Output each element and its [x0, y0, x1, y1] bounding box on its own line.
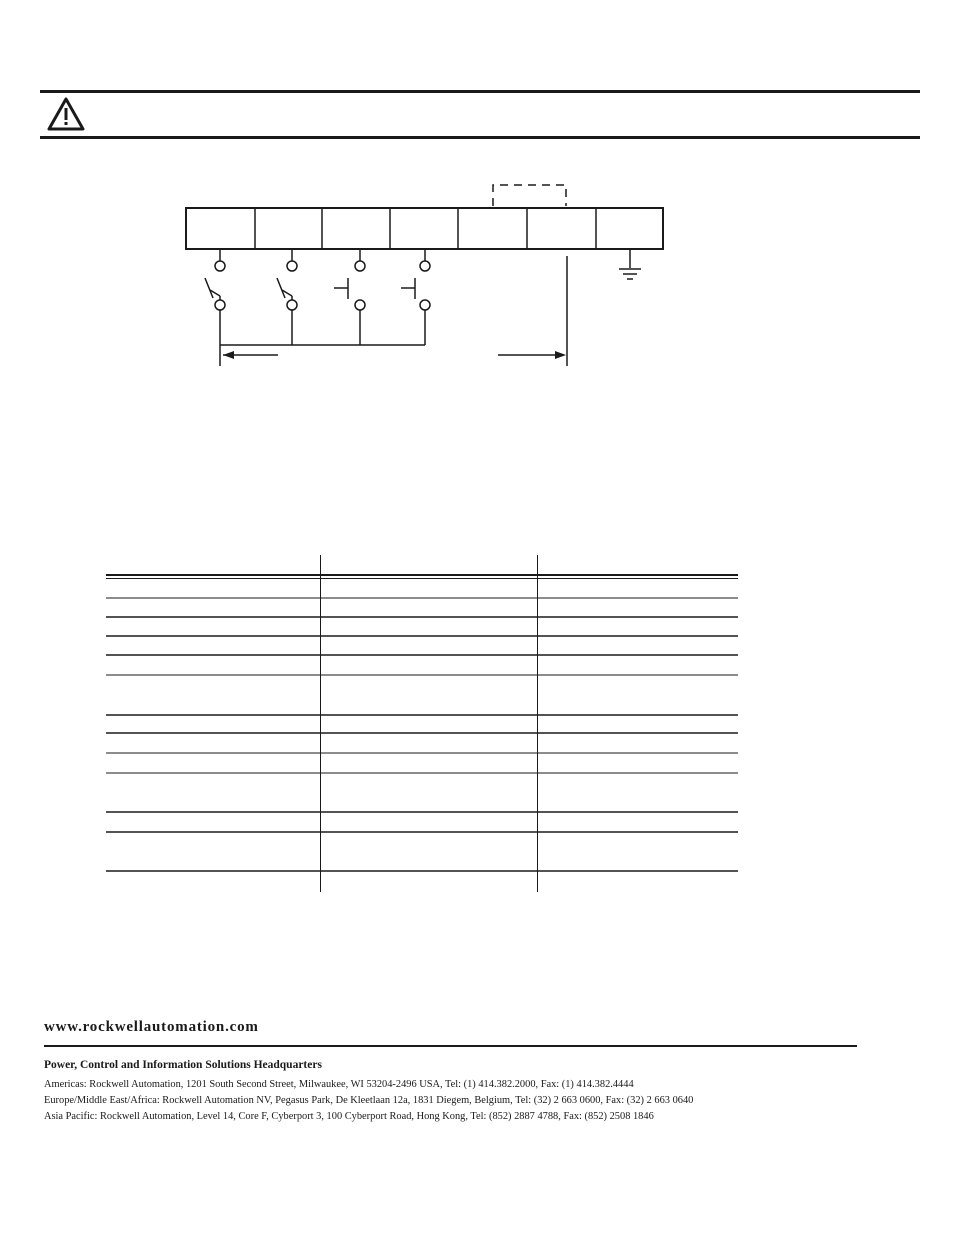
website-url[interactable]: www.rockwellautomation.com — [44, 1019, 259, 1035]
no-switch-icon — [401, 278, 415, 299]
nc-switch-icon — [205, 278, 220, 300]
terminal-block — [186, 208, 663, 249]
no-switch-icon — [334, 278, 348, 299]
nc-switch-icon — [277, 278, 292, 300]
spec-table — [106, 555, 738, 893]
caution-bottom-rule — [40, 136, 920, 139]
address-americas: Americas: Rockwell Automation, 1201 South Second Street, Milwaukee, WI 53204-2496 USA, Tel: (1) 414.382.2000, Fax: (1) 414.382.4444 — [44, 1079, 634, 1090]
hq-title: Power, Control and Information Solutions Headquarters — [44, 1059, 322, 1071]
caution-top-rule — [40, 90, 920, 93]
footer-rule — [44, 1045, 857, 1047]
address-asia-pacific: Asia Pacific: Rockwell Automation, Level 14, Core F, Cyberport 3, 100 Cyberport Road, Hong Kong, Tel: (852) 2887 4788, Fax: (852) 2508 1846 — [44, 1111, 654, 1122]
wiring-diagram — [180, 178, 680, 378]
ground-icon — [619, 249, 641, 279]
jumper-dashed-line — [493, 185, 566, 206]
address-emea: Europe/Middle East/Africa: Rockwell Automation NV, Pegasus Park, De Kleetlaan 12a, 1831 Diegem, Belgium, Tel: (32) 2 663 0600, Fax: (32) 2 663 0640 — [44, 1095, 694, 1106]
warning-triangle-icon — [47, 97, 85, 131]
